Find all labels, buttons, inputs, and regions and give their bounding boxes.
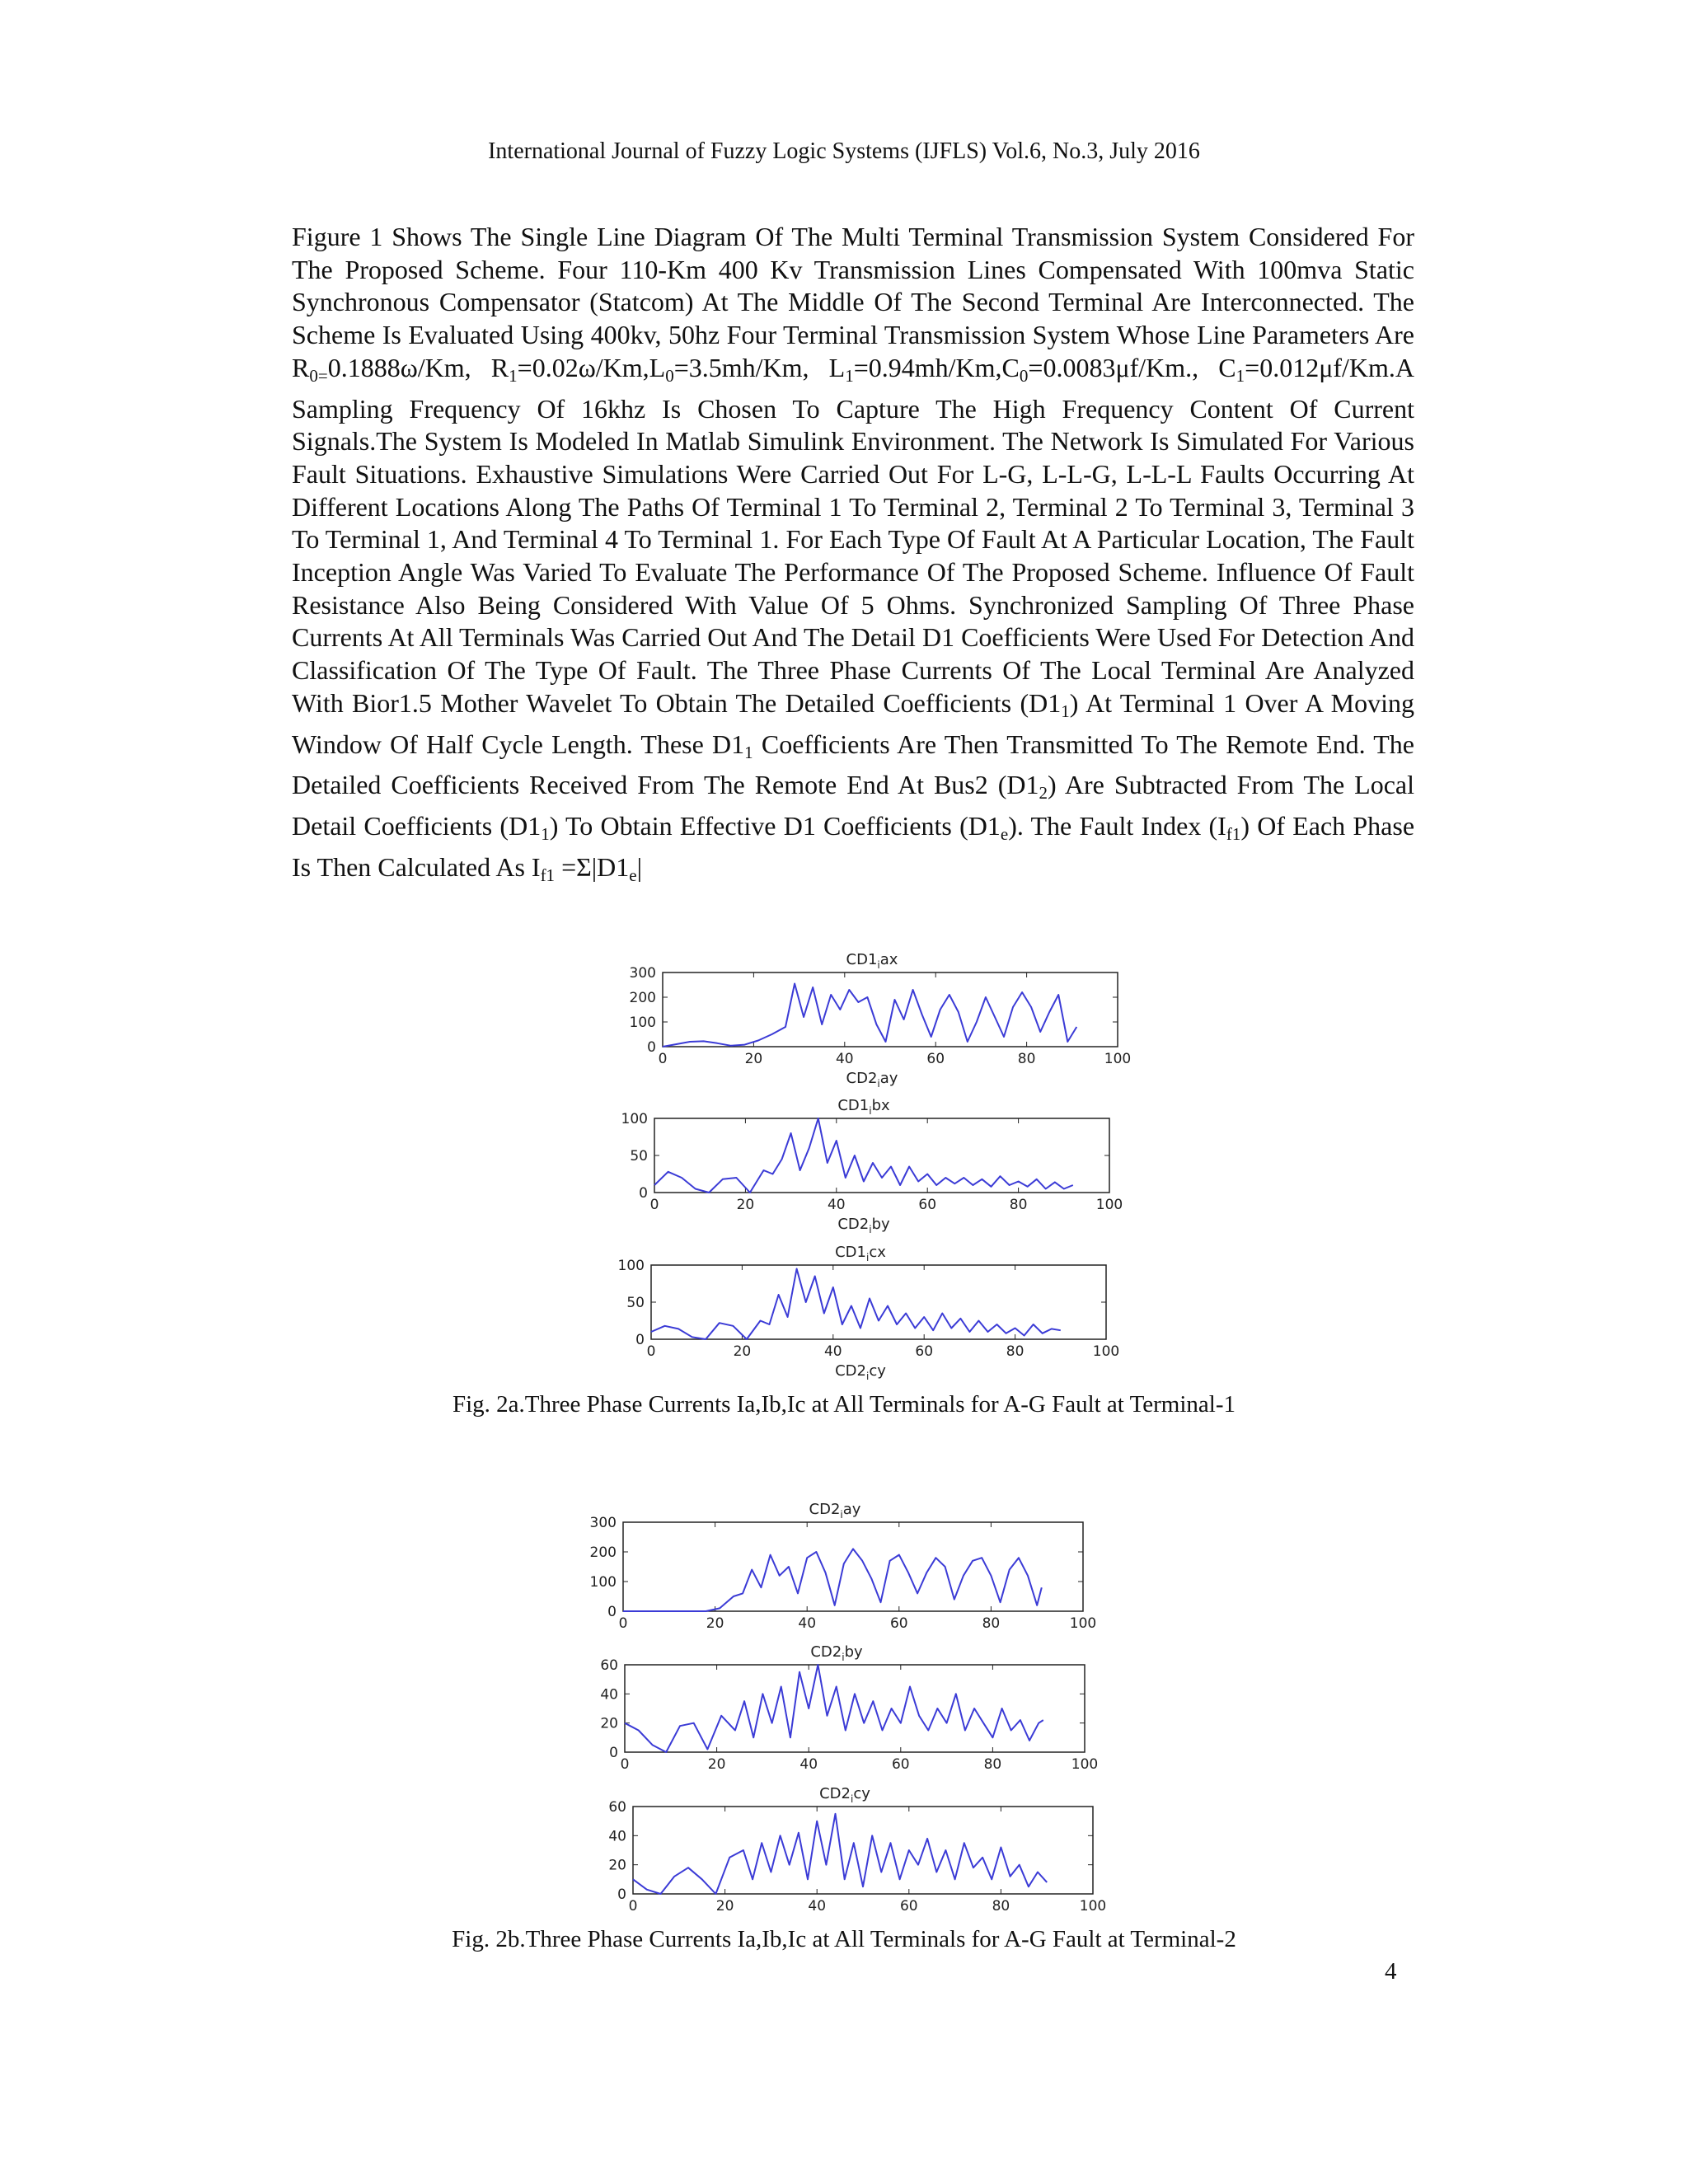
chart-title: $CD2_iay$ — [809, 1501, 861, 1521]
series-line — [663, 984, 1076, 1047]
y-tick-label: 100 — [617, 1258, 645, 1274]
x-tick-label: 40 — [835, 1051, 854, 1067]
y-tick-label: 0 — [647, 1039, 656, 1056]
x-tick-label: 40 — [827, 1197, 846, 1213]
x-tick-label: 0 — [618, 1615, 628, 1632]
plot-frame — [663, 972, 1118, 1047]
chart-title: $CD2_icy$ — [819, 1785, 870, 1805]
x-tick-label: 40 — [798, 1615, 817, 1632]
x-tick-label: 0 — [620, 1756, 630, 1773]
x-axis-label: $CD2_icy$ — [835, 1362, 886, 1382]
x-tick-label: 60 — [891, 1756, 910, 1773]
x-tick-label: 20 — [736, 1197, 755, 1213]
plot-frame — [623, 1522, 1083, 1611]
y-tick-label: 0 — [607, 1604, 617, 1620]
x-tick-label: 100 — [1092, 1343, 1120, 1360]
plot-frame — [633, 1807, 1093, 1894]
series-line — [633, 1814, 1047, 1894]
x-tick-label: 60 — [918, 1197, 937, 1213]
x-tick-label: 20 — [707, 1756, 726, 1773]
y-tick-label: 0 — [639, 1185, 648, 1202]
y-tick-label: 60 — [600, 1657, 618, 1674]
y-tick-label: 0 — [635, 1332, 645, 1348]
y-tick-label: 300 — [629, 965, 656, 982]
x-tick-label: 100 — [1095, 1197, 1123, 1213]
page-number: 4 — [1385, 1958, 1397, 1985]
y-tick-label: 60 — [608, 1799, 626, 1816]
x-axis-label: $CD2_iby$ — [837, 1216, 890, 1235]
x-tick-label: 100 — [1071, 1756, 1099, 1773]
chart-title: $CD1_ibx$ — [837, 1097, 890, 1117]
y-tick-label: 0 — [609, 1745, 618, 1761]
x-tick-label: 100 — [1104, 1051, 1132, 1067]
figure-2a-caption: Fig. 2a.Three Phase Currents Ia,Ib,Ic at All Terminals for A-G Fault at Terminal-1 — [452, 1391, 1236, 1418]
y-tick-label: 50 — [626, 1295, 645, 1311]
y-tick-label: 100 — [589, 1574, 617, 1591]
x-tick-label: 60 — [915, 1343, 934, 1360]
plot-frame — [654, 1118, 1109, 1193]
x-tick-label: 20 — [706, 1615, 724, 1632]
series-line — [654, 1118, 1073, 1193]
y-tick-label: 300 — [589, 1515, 617, 1531]
x-tick-label: 40 — [823, 1343, 842, 1360]
y-tick-label: 20 — [608, 1857, 626, 1874]
x-axis-label: $CD2_iay$ — [846, 1070, 898, 1090]
y-tick-label: 100 — [621, 1111, 648, 1127]
plot-frame — [625, 1665, 1085, 1752]
y-tick-label: 0 — [617, 1886, 626, 1903]
x-tick-label: 40 — [799, 1756, 818, 1773]
x-tick-label: 60 — [889, 1615, 908, 1632]
x-tick-label: 60 — [926, 1051, 945, 1067]
series-line — [651, 1269, 1061, 1340]
x-tick-label: 80 — [982, 1615, 1001, 1632]
y-tick-label: 40 — [600, 1686, 618, 1704]
x-tick-label: 40 — [808, 1898, 827, 1915]
y-tick-label: 100 — [629, 1015, 656, 1031]
x-tick-label: 0 — [646, 1343, 656, 1360]
x-tick-label: 0 — [658, 1051, 668, 1067]
figure-2b-caption: Fig. 2b.Three Phase Currents Ia,Ib,Ic at All Terminals for A-G Fault at Terminal-2 — [452, 1926, 1236, 1952]
x-tick-label: 20 — [715, 1898, 734, 1915]
x-tick-label: 100 — [1069, 1615, 1097, 1632]
x-tick-label: 80 — [1017, 1051, 1036, 1067]
x-tick-label: 80 — [1009, 1197, 1028, 1213]
y-tick-label: 200 — [629, 990, 656, 1006]
x-tick-label: 0 — [628, 1898, 638, 1915]
y-tick-label: 200 — [589, 1544, 617, 1561]
series-line — [623, 1549, 1042, 1611]
x-tick-label: 80 — [983, 1756, 1002, 1773]
chart-title: $CD1_iax$ — [846, 951, 898, 971]
x-tick-label: 80 — [992, 1898, 1010, 1915]
y-tick-label: 40 — [608, 1828, 626, 1845]
x-tick-label: 0 — [649, 1197, 659, 1213]
series-line — [625, 1665, 1043, 1752]
x-tick-label: 60 — [899, 1898, 918, 1915]
x-tick-label: 80 — [1006, 1343, 1025, 1360]
chart-title: $CD2_iby$ — [810, 1643, 863, 1663]
x-tick-label: 20 — [733, 1343, 752, 1360]
y-tick-label: 20 — [600, 1715, 618, 1732]
y-tick-label: 50 — [630, 1148, 648, 1165]
chart-title: $CD1_icx$ — [835, 1244, 886, 1263]
body-paragraph: Figure 1 Shows The Single Line Diagram Of The Multi Terminal Transmission System Considered For The Proposed Scheme. Four 110-Km 400 Kv Transmission Lines Compensated With 100mva Static Synchronous Compensator (Statcom) At The Middle Of The Second Terminal Are Interconnected. The Scheme Is Evaluated Using 400kv, 50hz Four Terminal Transmission System Whose Line Parameters Are $R_{0=}0.1888\omega/Km$, $R_1=0.02\omega/Km,L_0=3.5mh/Km$, $L_1=0.94mh/Km,C_0=0.0083\mu f/Km$., $C_1=0.012\mu f/Km.A$ Sampling Frequency Of 16khz Is Chosen To Capture The High Frequency Content Of Current Signals.The System Is Modeled In Matlab Simulink Environment. The Network Is Simulated For Various Fault Situations. Exhaustive Simulations Were Carried Out For L-G, L-L-G, L-L-L Faults Occurring At Different Locations Along The Paths Of Terminal 1 To Terminal 2, Terminal 2 To Terminal 3, Terminal 3 To Terminal 1, And Terminal 4 To Terminal 1. For Each Type Of Fault At A Particular Location, The Fault Inception Angle Was Varied To Evaluate The Performance Of The Proposed Scheme. Influence Of Fault Resistance Also Being Considered With Value Of 5 Ohms. Synchronized Sampling Of Three Phase Currents At All Terminals Was Carried Out And The Detail D1 Coefficients Were Used For Detection And Classification Of The Type Of Fault. The Three Phase Currents Of The Local Terminal Are Analyzed With Bior1.5 Mother Wavelet To Obtain The Detailed Coefficients $(D1_1)$ At Terminal 1 Over A Moving Window Of Half Cycle Length. These $D1_1$ Coefficients Are Then Transmitted To The Remote End. The Detailed Coefficients Received From The Remote End At Bus2 $(D1_2)$ Are Subtracted From The Local Detail Coefficients $(D1_1)$ To Obtain Effective D1 Coefficients $(D1_e)$. The Fault Index $(I_{f1})$ Of Each Phase Is Then Calculated As $I_{f1} =\Sigma|D1_e|$ — [292, 222, 1415, 885]
x-tick-label: 20 — [744, 1051, 763, 1067]
x-tick-label: 100 — [1079, 1898, 1107, 1915]
running-header: International Journal of Fuzzy Logic Systems (IJFLS) Vol.6, No.3, July 2016 — [488, 138, 1200, 164]
